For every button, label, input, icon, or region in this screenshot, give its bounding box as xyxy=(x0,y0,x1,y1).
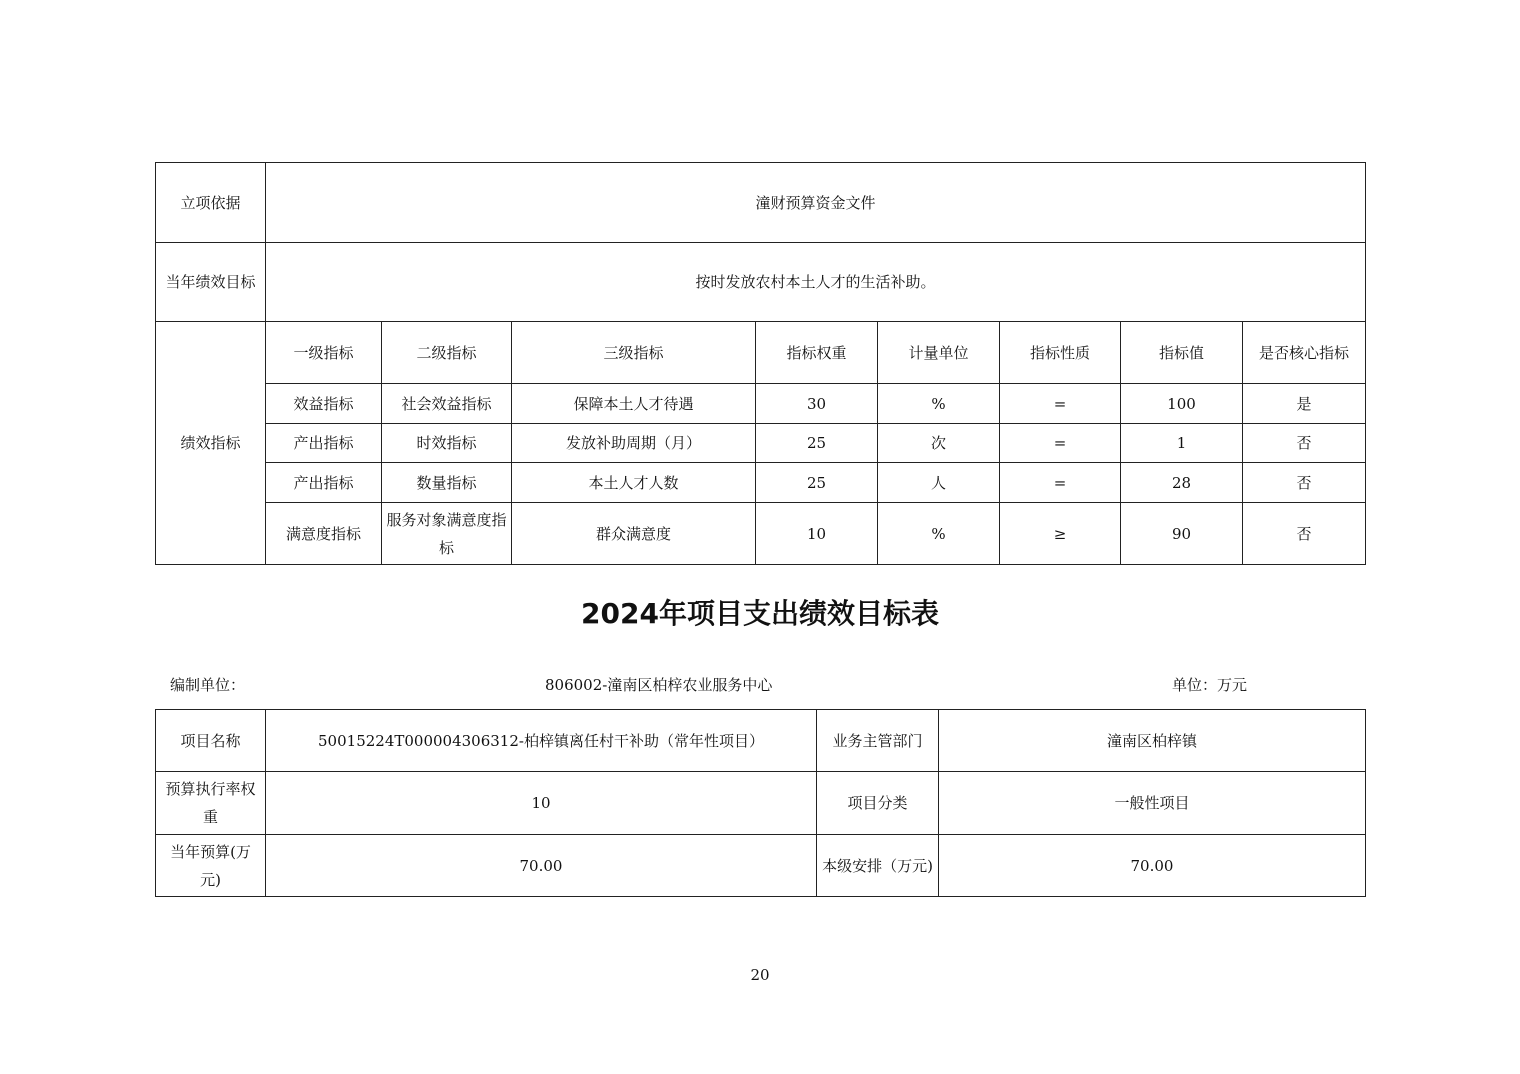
header-cell: 计量单位 xyxy=(878,322,1000,384)
table-cell: % xyxy=(878,503,1000,565)
project-info-table xyxy=(155,709,1366,897)
exec-weight-label: 预算执行率权重 xyxy=(156,772,266,835)
table-cell: 28 xyxy=(1121,463,1243,503)
project-name-value: 50015224T000004306312-柏梓镇离任村干补助（常年性项目） xyxy=(266,710,817,772)
header-cell: 一级指标 xyxy=(266,322,382,384)
header-cell: 三级指标 xyxy=(512,322,756,384)
exec-weight-value: 10 xyxy=(266,772,817,835)
table-row xyxy=(156,772,1366,835)
goal-value: 按时发放农村本土人才的生活补助。 xyxy=(266,243,1366,322)
table-cell: 人 xyxy=(878,463,1000,503)
table-row xyxy=(156,503,1366,565)
goal-label: 当年绩效目标 xyxy=(156,243,266,322)
table-row xyxy=(156,835,1366,897)
table-cell: 社会效益指标 xyxy=(382,384,512,424)
table-cell: 时效指标 xyxy=(382,424,512,463)
indicator-header-row xyxy=(156,322,1366,384)
page-title: 2024年项目支出绩效目标表 xyxy=(581,597,939,630)
header-cell: 二级指标 xyxy=(382,322,512,384)
table-cell: 发放补助周期（月） xyxy=(512,424,756,463)
table-cell: % xyxy=(878,384,1000,424)
category-value: 一般性项目 xyxy=(939,772,1366,835)
header-cell: 指标权重 xyxy=(756,322,878,384)
table-cell: = xyxy=(1000,463,1121,503)
budget-value: 70.00 xyxy=(266,835,817,897)
header-cell: 指标性质 xyxy=(1000,322,1121,384)
performance-indicator-table xyxy=(155,162,1366,565)
table-cell: 否 xyxy=(1243,424,1366,463)
table-cell: 群众满意度 xyxy=(512,503,756,565)
table-cell: ≥ xyxy=(1000,503,1121,565)
table-cell: 产出指标 xyxy=(266,424,382,463)
local-arrangement-value: 70.00 xyxy=(939,835,1366,897)
table-row xyxy=(156,424,1366,463)
basis-value: 潼财预算资金文件 xyxy=(266,163,1366,243)
table-cell: 服务对象满意度指标 xyxy=(382,503,512,565)
perf-label: 绩效指标 xyxy=(156,322,266,565)
table-row xyxy=(156,710,1366,772)
header-cell: 指标值 xyxy=(1121,322,1243,384)
table-cell: 30 xyxy=(756,384,878,424)
table-cell: 是 xyxy=(1243,384,1366,424)
table-cell: 保障本土人才待遇 xyxy=(512,384,756,424)
header-cell: 是否核心指标 xyxy=(1243,322,1366,384)
project-name-label: 项目名称 xyxy=(156,710,266,772)
basis-label: 立项依据 xyxy=(156,163,266,243)
dept-label: 业务主管部门 xyxy=(817,710,939,772)
dept-value: 潼南区柏梓镇 xyxy=(939,710,1366,772)
unit-value: 806002-潼南区柏梓农业服务中心 xyxy=(545,676,773,694)
local-arrangement-label: 本级安排（万元) xyxy=(817,835,939,897)
table-cell: = xyxy=(1000,384,1121,424)
table-cell: 产出指标 xyxy=(266,463,382,503)
budget-label: 当年预算(万元) xyxy=(156,835,266,897)
table-cell: 100 xyxy=(1121,384,1243,424)
table-cell: 25 xyxy=(756,424,878,463)
table-cell: 效益指标 xyxy=(266,384,382,424)
category-label: 项目分类 xyxy=(817,772,939,835)
table-cell: 25 xyxy=(756,463,878,503)
table-cell: = xyxy=(1000,424,1121,463)
table-cell: 10 xyxy=(756,503,878,565)
table-cell: 满意度指标 xyxy=(266,503,382,565)
table-cell: 90 xyxy=(1121,503,1243,565)
unit-label: 编制单位： xyxy=(170,676,246,694)
table-cell: 1 xyxy=(1121,424,1243,463)
table-row xyxy=(156,463,1366,503)
table-cell: 数量指标 xyxy=(382,463,512,503)
table-cell: 否 xyxy=(1243,463,1366,503)
table-cell: 否 xyxy=(1243,503,1366,565)
table-cell: 本土人才人数 xyxy=(512,463,756,503)
currency-unit: 单位：万元 xyxy=(1172,676,1248,694)
table-cell: 次 xyxy=(878,424,1000,463)
page-number: 20 xyxy=(750,966,770,984)
table-row xyxy=(156,384,1366,424)
